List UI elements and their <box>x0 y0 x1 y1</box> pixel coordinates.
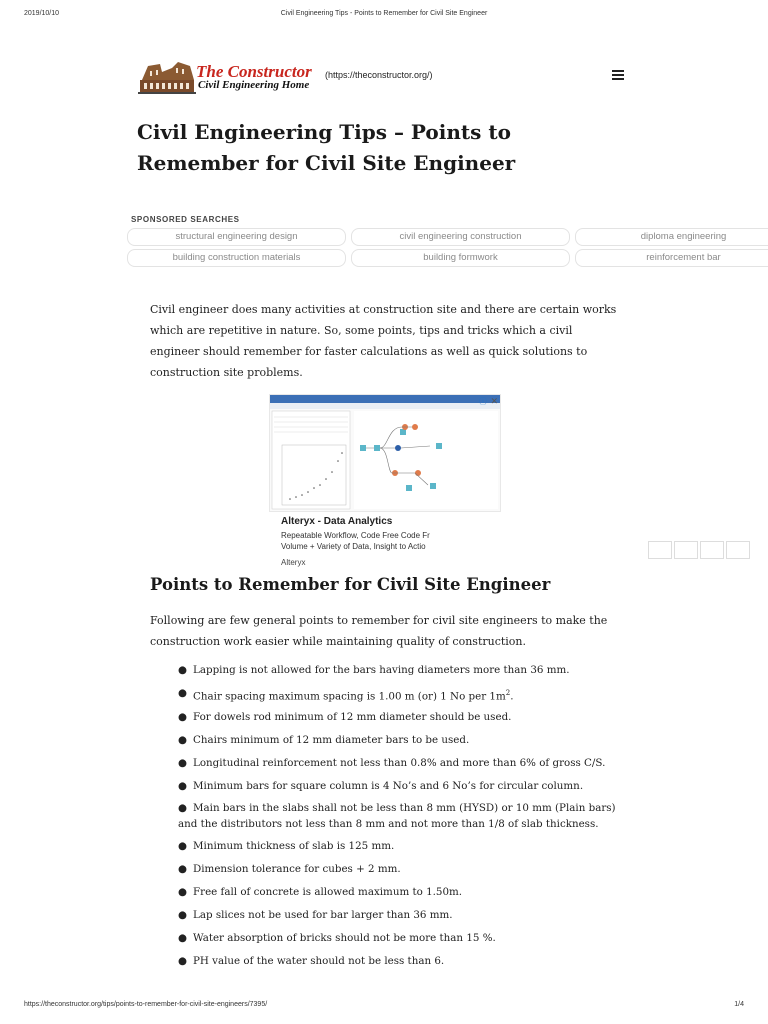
period: . <box>510 690 514 703</box>
share-button[interactable] <box>648 541 672 559</box>
list-item-wrap-line: and the distributors not less than 8 mm and not more than 1/8 of slab thickness. <box>178 818 599 830</box>
list-item: ● Water absorption of bricks should not be more than 15 %. <box>178 932 496 944</box>
ad-image[interactable] <box>269 394 501 512</box>
list-item: ● Dimension tolerance for cubes + 2 mm. <box>178 863 401 875</box>
list-item: ● Minimum thickness of slab is 125 mm. <box>178 840 395 852</box>
ad-title[interactable]: Alteryx - Data Analytics <box>281 516 393 527</box>
ad-screenshot-graphic <box>270 395 500 511</box>
sponsored-chip[interactable]: structural engineering design <box>127 228 346 246</box>
list-item: ● PH value of the water should not be less than 6. <box>178 955 445 967</box>
sponsored-chip[interactable]: reinforcement bar <box>575 249 768 267</box>
section-intro-line: construction work easier while maintaining quality of construction. <box>150 635 527 648</box>
sponsored-chip[interactable]: building formwork <box>351 249 570 267</box>
share-buttons <box>648 541 752 558</box>
sponsored-chip[interactable]: diploma engineering <box>575 228 768 246</box>
ad-brand: Alteryx <box>281 558 306 567</box>
section-heading: Points to Remember for Civil Site Engineer <box>150 575 551 594</box>
list-item: ● Lapping is not allowed for the bars having diameters more than 36 mm. <box>178 664 570 676</box>
intro-paragraph <box>150 299 620 383</box>
sponsored-searches-label: SPONSORED SEARCHES <box>131 215 240 224</box>
superscript: 2 <box>505 689 511 697</box>
ad-info-icon[interactable]: ⓘ <box>479 397 487 406</box>
article-title-line-2: Remember for Civil Site Engineer <box>137 151 516 175</box>
ad-close-icon[interactable]: ✕ <box>490 396 498 406</box>
intro-line: construction site problems. <box>150 366 303 379</box>
intro-line: Civil engineer does many activities at construction site and there are certain works <box>150 303 617 316</box>
article-title-line-1: Civil Engineering Tips – Points to <box>137 120 511 144</box>
list-item: ● For dowels rod minimum of 12 mm diameter should be used. <box>178 711 512 723</box>
list-item: ● Longitudinal reinforcement not less than 0.8% and more than 6% of gross C/S. <box>178 757 606 769</box>
article-title <box>137 117 597 179</box>
list-item: ● Chairs minimum of 12 mm diameter bars to be used. <box>178 734 470 746</box>
list-item: ● Minimum bars for square column is 4 No’s and 6 No’s for circular column. <box>178 780 584 792</box>
section-intro <box>150 610 620 652</box>
list-item: ● Lap slices not be used for bar larger than 36 mm. <box>178 909 453 921</box>
logo-name[interactable]: The Constructor <box>196 62 312 81</box>
page-number: 1/4 <box>734 1001 744 1008</box>
sponsored-chip[interactable]: building construction materials <box>127 249 346 267</box>
intro-line: which are repetitive in nature. So, some points, tips and tricks which a civil <box>150 324 573 337</box>
print-date: 2019/10/10 <box>24 10 60 17</box>
ad-description <box>281 530 441 552</box>
print-title: Civil Engineering Tips - Points to Remember for Civil Site Engineer <box>280 10 488 17</box>
share-button[interactable] <box>700 541 724 559</box>
ad-description-line: Volume + Variety of Data, Insight to Actio <box>281 542 426 551</box>
list-item-text: Chair spacing maximum spacing is 1.00 m (or) 1 No per 1m <box>193 690 506 703</box>
intro-line: engineer should remember for faster calculations as well as quick solutions to <box>150 345 588 358</box>
list-item: ● Free fall of concrete is allowed maximum to 1.50m. <box>178 886 463 898</box>
site-url: (https://theconstructor.org/) <box>325 70 433 80</box>
sponsored-chip[interactable]: civil engineering construction <box>351 228 570 246</box>
advertisement[interactable] <box>269 394 499 574</box>
print-url: https://theconstructor.org/tips/points-to-remember-for-civil-site-engineers/7395/ <box>24 1001 268 1008</box>
logo-tagline: Civil Engineering Home <box>198 79 310 91</box>
list-item: ● Chair spacing maximum spacing is 1.00 m (or) 1 No per $1m^2$. <box>178 687 514 703</box>
site-header <box>138 58 638 98</box>
ad-description-line: Repeatable Workflow, Code Free Code Fr <box>281 531 430 540</box>
share-button[interactable] <box>674 541 698 559</box>
hamburger-menu-icon[interactable] <box>612 70 624 80</box>
logo-colosseum-icon[interactable] <box>138 58 196 94</box>
share-button[interactable] <box>726 541 750 559</box>
section-intro-line: Following are few general points to remember for civil site engineers to make the <box>150 614 608 627</box>
list-item: ● Main bars in the slabs shall not be less than 8 mm (HYSD) or 10 mm (Plain bars) and the distributors not less than 8 mm and not more than 1/8 of slab thickness. <box>150 800 620 832</box>
